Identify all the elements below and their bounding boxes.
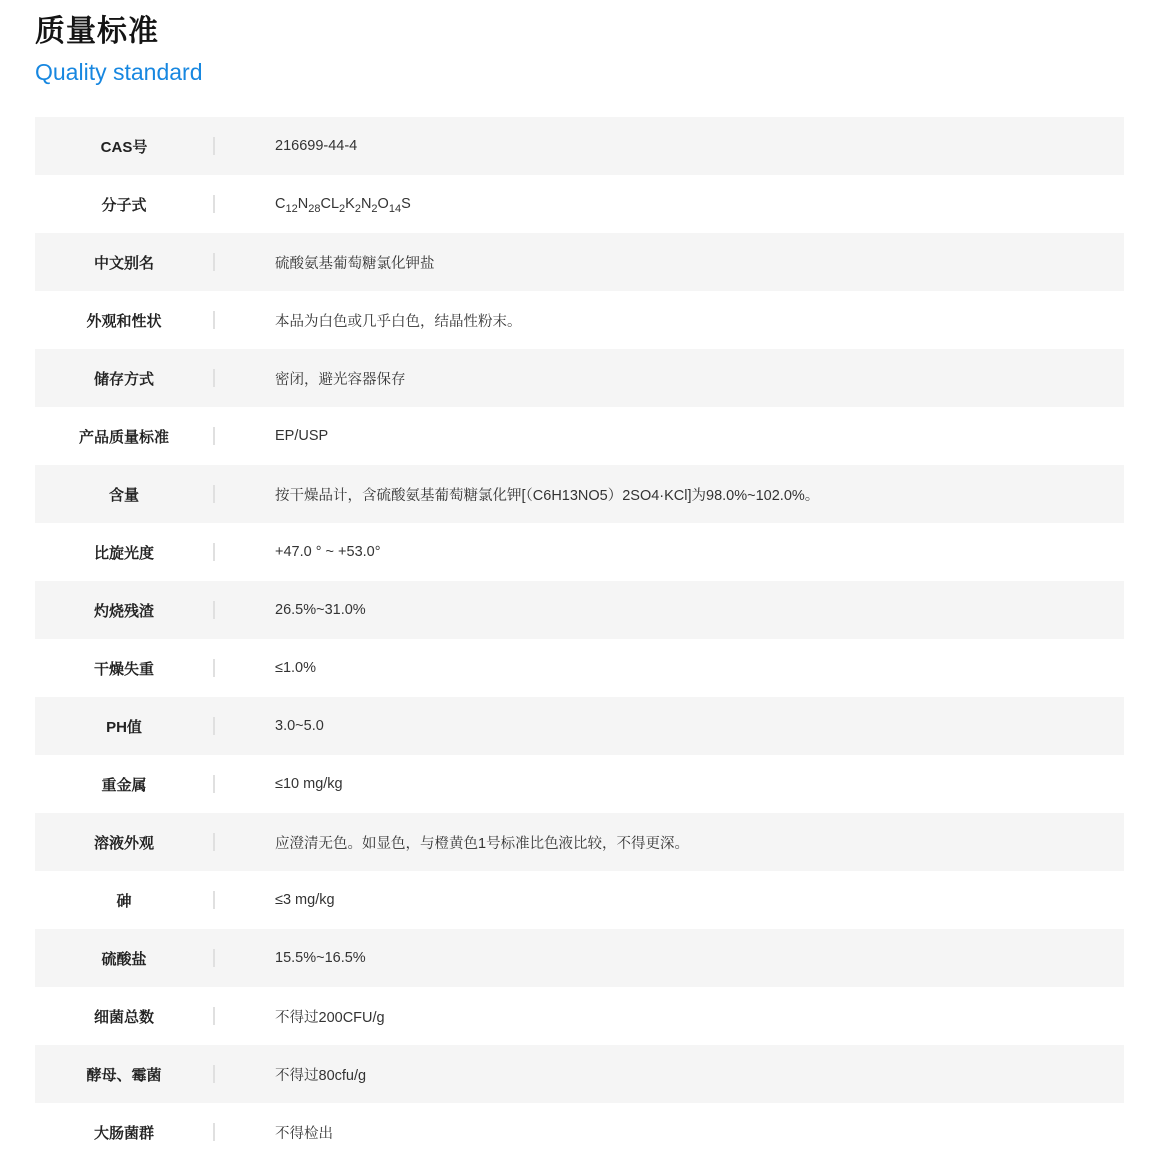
row-value: 密闭，避光容器保存 <box>275 371 406 388</box>
row-value: 应澄清无色。如显色，与橙黄色1号标准比色液比较，不得更深。 <box>275 835 690 852</box>
row-label: 重金属 <box>101 776 147 794</box>
row-label: 产品质量标准 <box>78 428 169 446</box>
row-value: 不得过200CFU/g <box>275 1009 385 1026</box>
row-label: 砷 <box>116 892 132 910</box>
table-row <box>35 233 1124 291</box>
row-label: 硫酸盐 <box>101 950 147 968</box>
table-row <box>35 349 1124 407</box>
table-row <box>35 639 1124 697</box>
row-value: 216699-44-4 <box>275 138 358 154</box>
row-value: ≤10 mg/kg <box>275 776 343 792</box>
table-row <box>35 987 1124 1045</box>
section-header <box>35 0 1124 117</box>
table-row <box>35 291 1124 349</box>
row-label: 酵母、霉菌 <box>86 1066 162 1084</box>
table-row <box>35 929 1124 987</box>
row-value: 3.0~5.0 <box>275 718 324 734</box>
row-value: ≤3 mg/kg <box>275 892 335 908</box>
row-label: 分子式 <box>101 196 147 214</box>
row-value: $C_{12}N_{28}CL_2K_2N_2O_{14}S$ <box>275 196 411 212</box>
page-title: 质量标准 <box>35 15 159 48</box>
page-subtitle: Quality standard <box>35 59 203 85</box>
row-label: PH值 <box>106 718 142 736</box>
row-label: 中文别名 <box>93 254 154 272</box>
row-value: 硫酸氨基葡萄糖氯化钾盐 <box>275 255 435 272</box>
table-row <box>35 117 1124 175</box>
row-value: 本品为白色或几乎白色，结晶性粉末。 <box>275 313 522 330</box>
row-value: 不得检出 <box>275 1125 333 1142</box>
table-row <box>35 871 1124 929</box>
table-row <box>35 755 1124 813</box>
table-row <box>35 1045 1124 1103</box>
table-row <box>35 813 1124 871</box>
row-value: 15.5%~16.5% <box>275 950 366 966</box>
row-label: 比旋光度 <box>93 544 154 562</box>
row-value: 26.5%~31.0% <box>275 602 366 618</box>
row-label: 大肠菌群 <box>93 1124 154 1142</box>
row-value: ≤1.0% <box>275 660 317 676</box>
row-value: 按干燥品计，含硫酸氨基葡萄糖氯化钾[（C6H13NO5）2SO4·KCl]为98.0%~102.0%。 <box>275 487 820 504</box>
table-row <box>35 697 1124 755</box>
row-value: 不得过80cfu/g <box>275 1067 367 1084</box>
quality-standard-table <box>35 117 1124 1155</box>
table-row <box>35 407 1124 465</box>
table-row <box>35 523 1124 581</box>
row-label: 溶液外观 <box>93 834 154 852</box>
row-label: 细菌总数 <box>93 1008 154 1026</box>
table-row <box>35 175 1124 233</box>
row-label: 储存方式 <box>93 370 154 388</box>
table-row <box>35 581 1124 639</box>
row-label: 干燥失重 <box>93 660 154 678</box>
row-label: 灼烧残渣 <box>93 602 154 620</box>
row-label: CAS号 <box>100 138 148 156</box>
row-value: +47.0 ° ~ +53.0° <box>275 544 381 560</box>
row-value: EP/USP <box>275 428 329 444</box>
table-row <box>35 1103 1124 1155</box>
table-row <box>35 465 1124 523</box>
row-label: 外观和性状 <box>86 312 162 330</box>
row-label: 含量 <box>108 486 139 504</box>
